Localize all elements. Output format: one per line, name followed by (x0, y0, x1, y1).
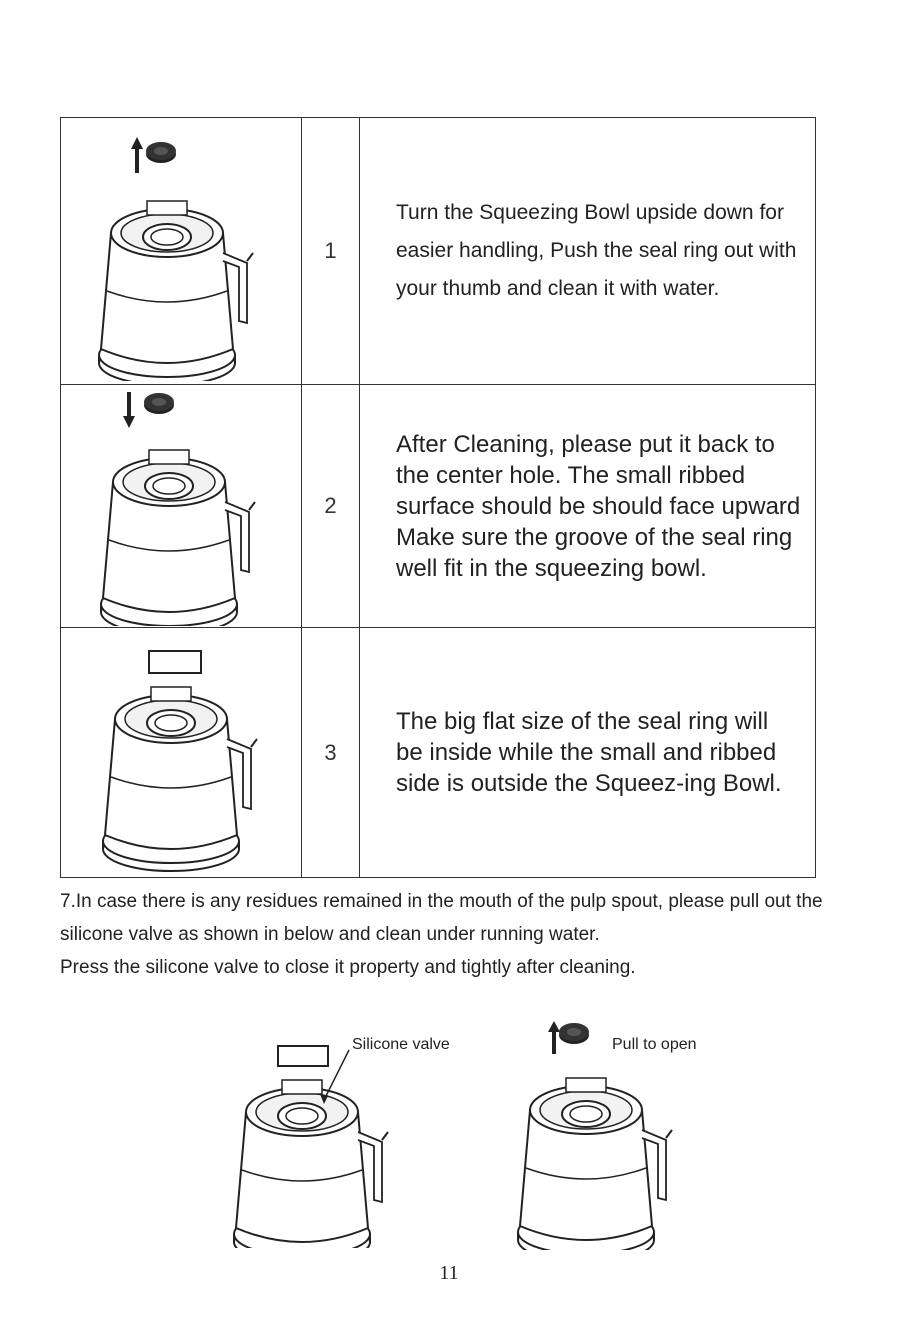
pull-to-open-figure (512, 1020, 712, 1250)
arrow-up-icon (548, 1021, 560, 1054)
step-text: Turn the Squeezing Bowl upside down for easier handling, Push the seal ring out with your thumb and clean it with water. (360, 118, 816, 385)
step-row (61, 385, 816, 628)
step-illustration (61, 385, 302, 628)
seal-ring-icon (559, 1023, 589, 1044)
seal-ring-icon (146, 142, 176, 163)
pull-to-open-label: Pull to open (612, 1036, 697, 1053)
page-number: 11 (439, 1262, 459, 1284)
bowl-illustration (61, 633, 301, 873)
bowl-illustration (61, 386, 301, 626)
note-line: Press the silicone valve to close it property and tightly after cleaning. (60, 957, 636, 978)
step-row (61, 118, 816, 385)
arrow-down-icon (123, 392, 135, 428)
step-illustration (61, 628, 302, 878)
step-number: 1 (302, 118, 360, 385)
note-line: 7.In case there is any residues remained in the mouth of the pulp spout, please pull out the silicone valve as shown in below and clean under running water. (60, 891, 823, 945)
step-illustration (61, 118, 302, 385)
arrow-up-icon (131, 137, 143, 173)
seal-ring-icon (144, 393, 174, 414)
step-text: After Cleaning, please put it back to the center hole. The small ribbed surface should be should face upward Make sure the groove of the seal ring well fit in the squeezing bowl. (360, 385, 816, 628)
silicone-valve-label: Silicone valve (352, 1036, 450, 1053)
steps-table (60, 117, 816, 878)
cleaning-note (60, 885, 830, 984)
step-number: 2 (302, 385, 360, 628)
step-text: The big flat size of the seal ring will be inside while the small and ribbed side is outside the Squeez-ing Bowl. (360, 628, 816, 878)
step-row (61, 628, 816, 878)
silicone-valve-figure (224, 1038, 424, 1248)
bowl-illustration (61, 121, 301, 381)
step-number: 3 (302, 628, 360, 878)
